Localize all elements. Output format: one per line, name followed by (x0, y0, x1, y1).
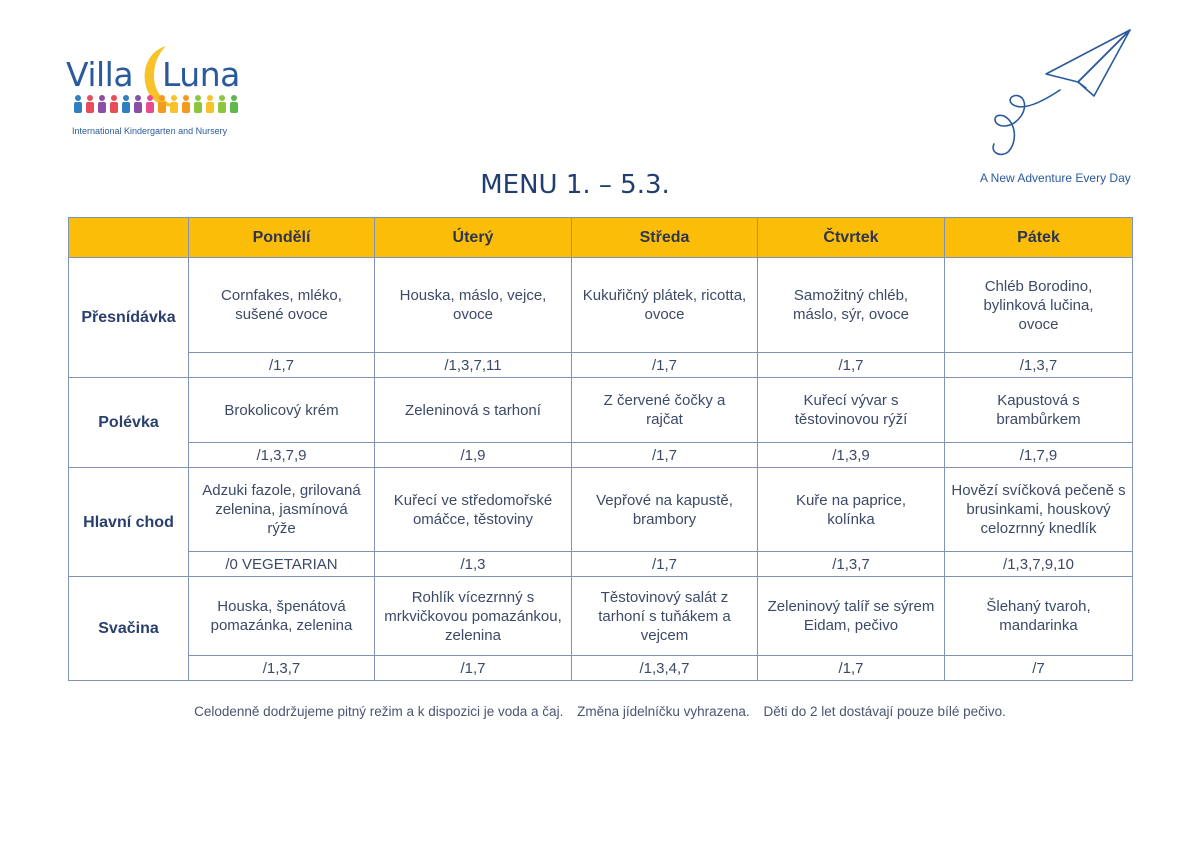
allergen-codes: /1,3,7 (758, 552, 945, 577)
table-row (69, 353, 1133, 378)
logo-word-villa: Villa (66, 55, 134, 94)
dish-cell: Zeleninová s tarhoní (375, 378, 572, 443)
allergen-codes: /1,3,9 (758, 443, 945, 468)
dish-cell: Houska, špenátová pomazánka, zelenina (189, 577, 375, 656)
menu-table (68, 217, 1133, 681)
villa-luna-logo (66, 44, 246, 144)
allergen-codes: /1,3,7 (189, 656, 375, 681)
allergen-codes: /1,7 (758, 656, 945, 681)
header-corner (69, 218, 189, 258)
dish-cell: Zeleninový talíř se sýrem Eidam, pečivo (758, 577, 945, 656)
allergen-codes: /1,3,7,9,10 (945, 552, 1133, 577)
table-row (69, 577, 1133, 656)
day-header: Úterý (375, 218, 572, 258)
dish-cell: Samožitný chléb, máslo, sýr, ovoce (758, 258, 945, 353)
page-title: MENU 1. – 5.3. (480, 170, 670, 200)
allergen-codes: /1,3 (375, 552, 572, 577)
table-row (69, 443, 1133, 468)
dish-cell: Kapustová s brambůrkem (945, 378, 1133, 443)
allergen-codes: /1,7 (572, 552, 758, 577)
dish-cell: Kukuřičný plátek, ricotta, ovoce (572, 258, 758, 353)
allergen-codes: /1,7 (572, 353, 758, 378)
meal-name: Hlavní chod (69, 468, 189, 577)
dish-cell: Rohlík vícezrnný s mrkvičkovou pomazánkou, zelenina (375, 577, 572, 656)
allergen-codes: /1,7 (758, 353, 945, 378)
allergen-codes: /1,3,4,7 (572, 656, 758, 681)
logo-subtitle: International Kindergarten and Nursery (72, 126, 228, 136)
allergen-codes: /1,7 (572, 443, 758, 468)
dish-cell: Adzuki fazole, grilovaná zelenina, jasmínová rýže (189, 468, 375, 552)
allergen-codes: /1,3,7 (945, 353, 1133, 378)
allergen-codes: /1,7 (189, 353, 375, 378)
dish-cell: Cornfakes, mléko, sušené ovoce (189, 258, 375, 353)
paper-plane-icon (982, 26, 1134, 160)
meal-name: Přesnídávka (69, 258, 189, 378)
footer-note (0, 704, 1200, 719)
allergen-codes: /1,7 (375, 656, 572, 681)
footer-change-note: Změna jídelníčku vyhrazena. (577, 704, 750, 719)
meal-name: Svačina (69, 577, 189, 681)
footer-bread-note: Děti do 2 let dostávají pouze bílé pečivo. (763, 704, 1006, 719)
table-row (69, 656, 1133, 681)
table-row (69, 378, 1133, 443)
dish-cell: Vepřové na kapustě, brambory (572, 468, 758, 552)
dish-cell: Kuřecí vývar s těstovinovou rýží (758, 378, 945, 443)
dish-cell: Brokolicový krém (189, 378, 375, 443)
table-row (69, 552, 1133, 577)
dish-cell: Kuře na paprice, kolínka (758, 468, 945, 552)
table-row (69, 468, 1133, 552)
allergen-codes: /1,7,9 (945, 443, 1133, 468)
day-header: Pátek (945, 218, 1133, 258)
dish-cell: Šlehaný tvaroh, mandarinka (945, 577, 1133, 656)
children-figures-icon (72, 94, 242, 114)
tagline: A New Adventure Every Day (980, 171, 1131, 185)
meal-name: Polévka (69, 378, 189, 468)
footer-drinking-note: Celodenně dodržujeme pitný režim a k dispozici je voda a čaj. (194, 704, 564, 719)
dish-cell: Kuřecí ve středomořské omáčce, těstoviny (375, 468, 572, 552)
logo-word-luna: Luna (162, 55, 240, 94)
dish-cell: Hovězí svíčková pečeně s brusinkami, houskový celozrnný knedlík (945, 468, 1133, 552)
allergen-codes: /0 VEGETARIAN (189, 552, 375, 577)
day-header: Pondělí (189, 218, 375, 258)
dish-cell: Houska, máslo, vejce, ovoce (375, 258, 572, 353)
allergen-codes: /1,3,7,9 (189, 443, 375, 468)
day-header: Čtvrtek (758, 218, 945, 258)
dish-cell: Chléb Borodino, bylinková lučina, ovoce (945, 258, 1133, 353)
dish-cell: Z červené čočky a rajčat (572, 378, 758, 443)
allergen-codes: /1,9 (375, 443, 572, 468)
dish-cell: Těstovinový salát z tarhoní s tuňákem a vejcem (572, 577, 758, 656)
table-header-row (69, 218, 1133, 258)
allergen-codes: /7 (945, 656, 1133, 681)
allergen-codes: /1,3,7,11 (375, 353, 572, 378)
table-row (69, 258, 1133, 353)
day-header: Středa (572, 218, 758, 258)
